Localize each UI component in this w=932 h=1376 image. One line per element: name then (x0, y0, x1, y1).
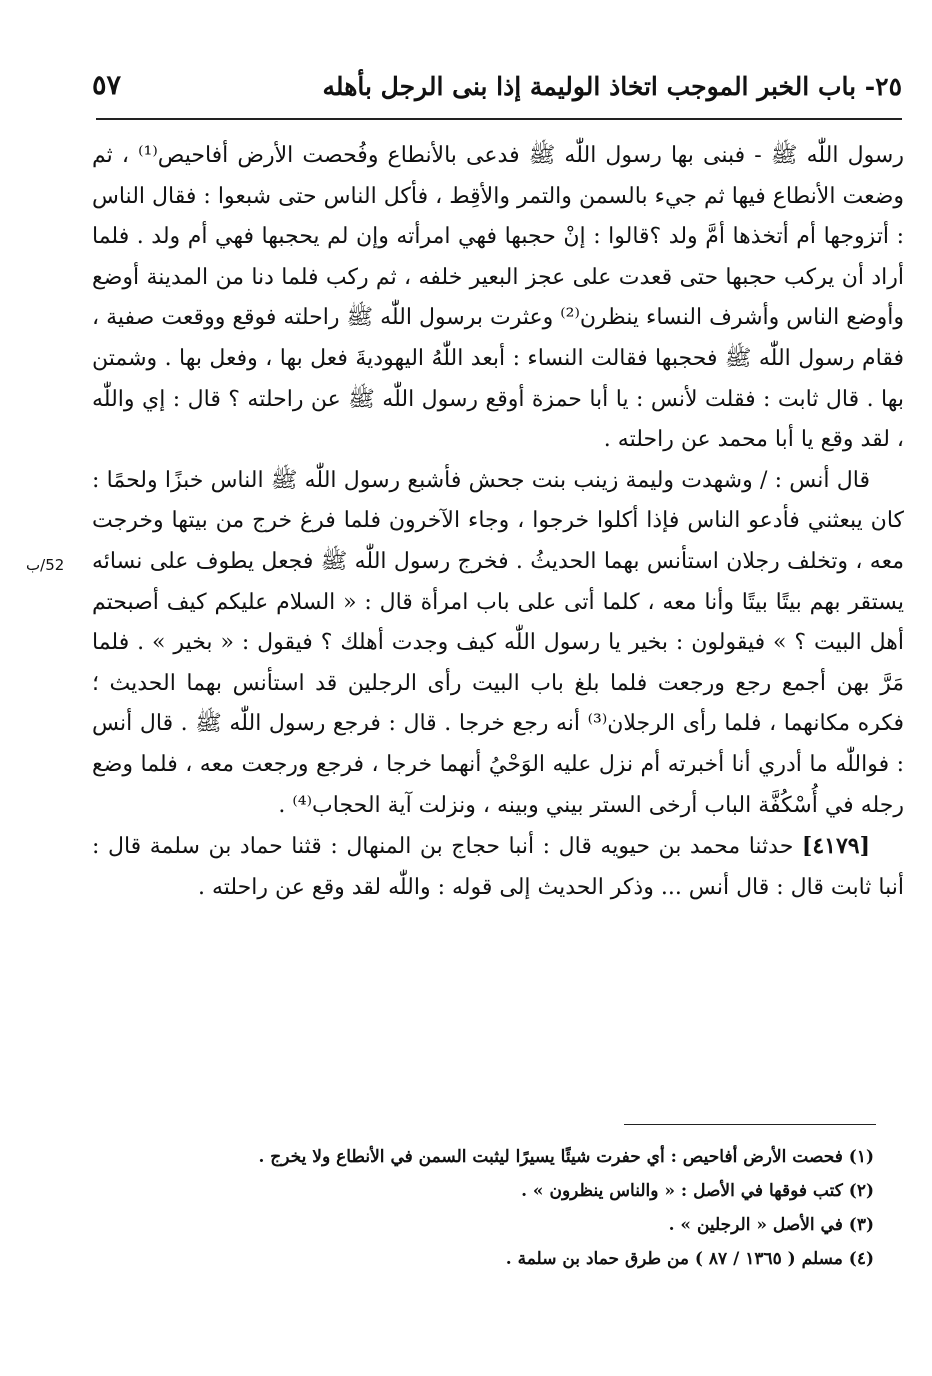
footnotes (114, 1140, 874, 1276)
paragraph-2: قال أنس : / وشهدت وليمة زينب بنت جحش فأشبع رسول اللّٰه ﷺ الناس خبزًا ولحمًا : كان يبعثني فأدعو الناس فإذا أكلوا خرجوا ، وجاء الآخرون فلما فرغ خرج من بيتها وخرجت معه ، وتخلف رجلان استأنس بهما الحديثُ . فخرج رسول اللّٰه ﷺ فجعل يطوف على نسائه يستقر بهم بيتًا بيتًا وأنا معه ، كلما أتى على باب امرأة قال : « السلام عليكم كيف أصبحتم أهل البيت ؟ » فيقولون : بخير يا رسول اللّٰه كيف وجدت أهلك ؟ فيقول : « بخير » . فلما مَرَّ بهن أجمع رجع ورجعت فلما بلغ باب البيت رأى الرجلين قد استأنس بهما الحديث ؛ فكره مكانهما ، فلما رأى الرجلان⁽³⁾ أنه رجع خرجا . قال : فرجع رسول اللّٰه ﷺ . قال أنس : فواللّٰه ما أدري أنا أخبرته أم نزل عليه الوَحْيُ أنهما خرجا ، فرجع ورجعت معه ، فلما وضع رجله في أُسْكُفَّة الباب أرخى الستر بيني وبينه ، ونزلت آية الحجاب⁽⁴⁾ . (92, 467, 905, 818)
page-number: ٥٧ (92, 70, 122, 101)
page-header (92, 66, 902, 112)
paragraph-1: رسول اللّٰه ﷺ - فبنى بها رسول اللّٰه ﷺ فدعى بالأنطاع وفُحصت الأرض أفاحيص⁽¹⁾ ، ثم وضعت الأنطاع فيها ثم جيء بالسمن والتمر والأقِط ، فأكل الناس حتى شبعوا : فقال الناس : أتزوجها أم أتخذها أمَّ ولد ؟قالوا : إنْ حجبها فهي امرأته وإن لم يحجبها فهي أم ولد . فلما أراد أن يركب حجبها حتى قعدت على عجز البعير خلفه ، ثم ركب فلما دنا من المدينة أوضع وأوضع الناس وأشرف النساء ينظرن⁽²⁾ وعثرت برسول اللّٰه ﷺ راحلته فوقع ووقعت صفية ، فقام رسول اللّٰه ﷺ فحجبها فقالت النساء : أبعد اللّٰهُ اليهوديةَ فعل بها ، وفعل بها . وشمتن بها . قال ثابت : فقلت لأنس : يا أبا حمزة أوقع رسول اللّٰه ﷺ عن راحلته ؟ قال : إي واللّٰه ، لقد وقع يا أبا محمد عن راحلته . (92, 143, 904, 453)
footnote-divider (624, 1124, 876, 1125)
header-divider (96, 118, 902, 120)
main-text (92, 136, 904, 908)
paragraph-3 (92, 826, 904, 908)
footnote-2: (٢) كتب فوقها في الأصل : « والناس ينظرون » . (521, 1181, 874, 1201)
chapter-title: ٢٥- باب الخبر الموجب اتخاذ الوليمة إذا بنى الرجل بأهله (322, 72, 902, 101)
footnote-1: (١) فحصت الأرض أفاحيص : أي حفرت شيئًا يسيرًا ليثبت السمن في الأنطاع ولا يخرج . (258, 1147, 874, 1167)
footnote-4: (٤) مسلم ( ١٣٦٥ / ٨٧ ) من طرق حماد بن سلمة . (505, 1249, 874, 1269)
hadith-text: حدثنا محمد بن حيويه قال : أنبا حجاج بن المنهال : قثنا حماد بن سلمة قال : أنبا ثابت قال : قال أنس ... وذكر الحديث إلى قوله : واللّٰه لقد وقع عن راحلته . (92, 834, 904, 900)
footnote-3: (٣) في الأصل « الرجلين » . (668, 1215, 874, 1235)
manuscript-folio-note: 52/ب (26, 556, 65, 574)
hadith-number: [٤١٧٩] (801, 833, 870, 860)
